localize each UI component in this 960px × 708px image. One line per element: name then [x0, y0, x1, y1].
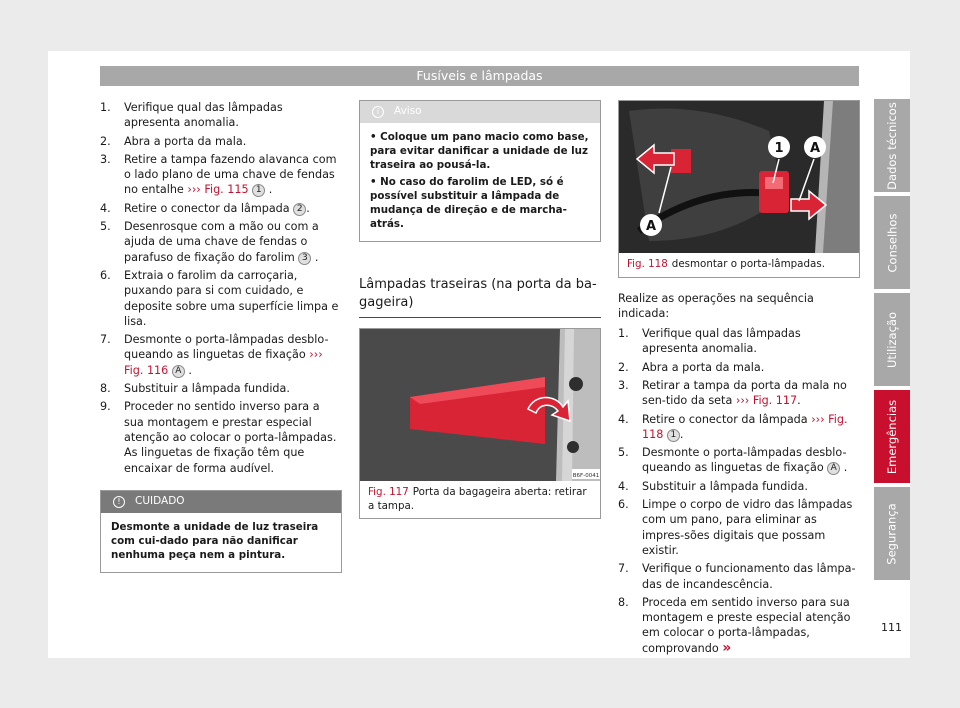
text-run: Desmonte o porta-lâmpadas desblo-queando as linguetas de fixação: [124, 333, 329, 362]
page-header: Fusíveis e lâmpadas: [100, 66, 859, 86]
text-run: Retirar a tampa da porta da mala no sen-tido da seta: [642, 378, 847, 408]
step-text: [124, 219, 342, 265]
tailgate-illustration: [360, 329, 600, 481]
step-number: 8.: [100, 382, 111, 396]
figure-code: B6F-0041: [572, 473, 600, 480]
left-column: [100, 100, 342, 573]
figure-label: Fig. 117: [368, 486, 409, 499]
step-text: [642, 378, 860, 409]
step-item: [100, 201, 342, 216]
figure-117: [359, 328, 601, 519]
step-item: [100, 332, 342, 378]
callout-marker: 3: [298, 252, 311, 265]
tab-label: Segurança: [885, 502, 899, 565]
step-number: 4.: [618, 412, 629, 426]
caution-title: CUIDADO: [135, 495, 185, 508]
notice-header: [360, 101, 600, 123]
callout-a: A: [809, 141, 821, 156]
text-run: Desenrosque com a mão ou com a ajuda de uma chave de fendas o parafuso de fixação do farolim: [124, 220, 319, 264]
step-text: [124, 100, 342, 131]
notice-item: • No caso do farolim de LED, só é possível substituir a lâmpada de mudança de direção e de marcha-atrás.: [370, 175, 567, 231]
step-text: [642, 360, 860, 375]
step-text: [642, 561, 860, 592]
step-item: [618, 360, 860, 375]
step-number: 9.: [100, 400, 111, 414]
tailgate-photo: [360, 329, 600, 481]
section-title: Lâmpadas traseiras (na porta da ba-gageira): [359, 276, 601, 318]
text-run: Retire o conector da lâmpada: [124, 201, 294, 215]
text-run: Verifique qual das lâmpadas apresenta anomalia.: [642, 327, 801, 356]
step-text: [124, 399, 342, 475]
tab-conselhos[interactable]: [874, 196, 910, 289]
step-number: 1.: [618, 327, 629, 341]
notice-item: • Coloque um pano macio como base, para evitar danificar a unidade de luz traseira ao pousá-la.: [370, 131, 589, 172]
figure-caption-text: desmontar o porta-lâmpadas.: [671, 258, 825, 270]
step-item: [618, 497, 860, 558]
step-item: [100, 268, 342, 329]
text-run: Verifique o funcionamento das lâmpa-das de incandescência.: [642, 562, 856, 591]
step-text: [642, 595, 860, 656]
text-run: Extraia o farolim da carroçaria, puxando para si com cuidado, e deposite sobre uma superfície limpa e lisa.: [124, 268, 339, 328]
figure-118: [618, 100, 860, 278]
callout-marker: A: [827, 462, 840, 475]
callout-marker: A: [172, 365, 185, 378]
text-run: .: [265, 183, 273, 197]
right-column: [618, 100, 860, 659]
callout-1: 1: [774, 141, 784, 156]
tab-dados-tecnicos[interactable]: [874, 99, 910, 192]
text-run: Proceder no sentido inverso para a sua montagem e prestar especial atenção ao colocar o porta-lâmpadas. As linguetas de fixação têm que encaixar de forma audível.: [124, 400, 337, 475]
lamp-holder-illustration: [619, 101, 859, 253]
step-item: [618, 378, 860, 409]
step-number: 7.: [618, 562, 629, 576]
figure-reference-link[interactable]: ››› Fig. 115: [187, 183, 249, 197]
page-number: 111: [881, 621, 902, 634]
step-item: [100, 134, 342, 149]
figure-118-caption: [619, 253, 859, 277]
step-number: 2.: [100, 134, 111, 148]
text-run: .: [840, 461, 848, 475]
left-steps-list: [100, 100, 342, 476]
text-run: Desmonte o porta-lâmpadas desblo-queando as linguetas de fixação: [642, 446, 847, 475]
caution-text: Desmonte a unidade de luz traseira com cui-dado para não danificar nenhuma peça nem a pintura.: [111, 520, 319, 562]
step-text: [124, 134, 342, 149]
step-text: [642, 479, 860, 494]
continue-arrow-icon: »: [722, 639, 732, 656]
text-run: .: [306, 201, 310, 215]
text-run: Proceda em sentido inverso para sua montagem e preste especial atenção em colocar o porta-lâmpadas, comprovando: [642, 595, 851, 655]
step-item: [100, 152, 342, 198]
notice-title: Aviso: [394, 105, 422, 118]
step-number: 5.: [100, 220, 111, 234]
step-number: 2.: [618, 360, 629, 374]
text-run: .: [311, 250, 319, 264]
figure-label: Fig. 118: [627, 258, 668, 270]
step-item: [618, 479, 860, 494]
notice-box: [359, 100, 601, 242]
tab-label: Dados técnicos: [885, 101, 900, 190]
tab-seguranca[interactable]: [874, 487, 910, 580]
step-text: [124, 332, 342, 378]
tab-label: Utilização: [885, 311, 900, 368]
step-number: 5.: [618, 446, 629, 460]
figure-caption-text: Porta da bagageira aberta: retirar a tampa.: [368, 486, 587, 512]
step-number: 6.: [618, 498, 629, 512]
step-number: 6.: [100, 268, 111, 282]
figure-reference-link[interactable]: ››› Fig. 117: [735, 394, 798, 408]
text-run: Abra a porta da mala.: [124, 134, 247, 148]
step-item: [618, 326, 860, 357]
step-item: [100, 219, 342, 265]
step-item: [100, 399, 342, 475]
step-number: 3.: [100, 152, 111, 166]
text-run: .: [184, 363, 192, 377]
step-number: 7.: [100, 333, 111, 347]
text-run: Limpe o corpo de vidro das lâmpadas com um pano, para eliminar as impres-sões digitais que possam existir.: [642, 498, 853, 557]
step-item: [618, 412, 860, 443]
callout-marker: 1: [667, 429, 680, 442]
step-item: [618, 595, 860, 656]
text-run: Substituir a lâmpada fundida.: [642, 479, 808, 493]
step-number: 4.: [618, 479, 629, 493]
text-run: Substituir a lâmpada fundida.: [124, 382, 290, 396]
intro-text: Realize as operações na sequência indicada:: [618, 291, 814, 320]
step-number: 1.: [100, 101, 111, 114]
tab-label: Conselhos: [885, 213, 899, 272]
step-item: [618, 561, 860, 592]
step-text: [124, 152, 342, 198]
step-number: 3.: [618, 378, 629, 392]
step-text: [124, 381, 342, 396]
callout-marker: 2: [293, 203, 306, 216]
step-text: [642, 497, 860, 558]
text-run: .: [679, 427, 684, 441]
info-icon: i: [372, 106, 384, 118]
step-text: [642, 326, 860, 357]
figure-reference-link[interactable]: ››› Fig. 118: [642, 412, 848, 441]
step-number: 8.: [618, 595, 629, 609]
step-item: [100, 100, 342, 131]
text-run: Abra a porta da mala.: [642, 360, 765, 374]
tab-emergencias[interactable]: [874, 390, 910, 483]
callout-a: A: [645, 219, 657, 234]
step-item: [618, 445, 860, 476]
warning-icon: !: [113, 496, 125, 508]
middle-column: [359, 100, 601, 519]
caution-header: [101, 491, 341, 513]
text-run: Retire a tampa fazendo alavanca com o lado plano de uma chave de fendas no entalhe: [124, 152, 337, 197]
text-run: .: [797, 394, 801, 408]
callout-marker: 1: [252, 184, 265, 197]
step-number: 4.: [100, 201, 111, 215]
tab-label: Emergências: [885, 399, 900, 474]
text-run: Verifique qual das lâmpadas apresenta anomalia.: [124, 101, 283, 130]
step-text: [124, 201, 342, 216]
step-text: [642, 412, 860, 443]
lamp-holder-photo: [619, 101, 859, 253]
figure-reference-link[interactable]: ››› Fig. 116: [124, 348, 323, 377]
right-steps-list: [618, 326, 860, 656]
step-text: [642, 445, 860, 476]
step-text: [124, 268, 342, 329]
step-item: [100, 381, 342, 396]
tab-utilizacao[interactable]: [874, 293, 910, 386]
figure-117-caption: [360, 481, 600, 518]
text-run: Retire o conector da lâmpada: [642, 412, 812, 426]
caution-box: [100, 490, 342, 574]
